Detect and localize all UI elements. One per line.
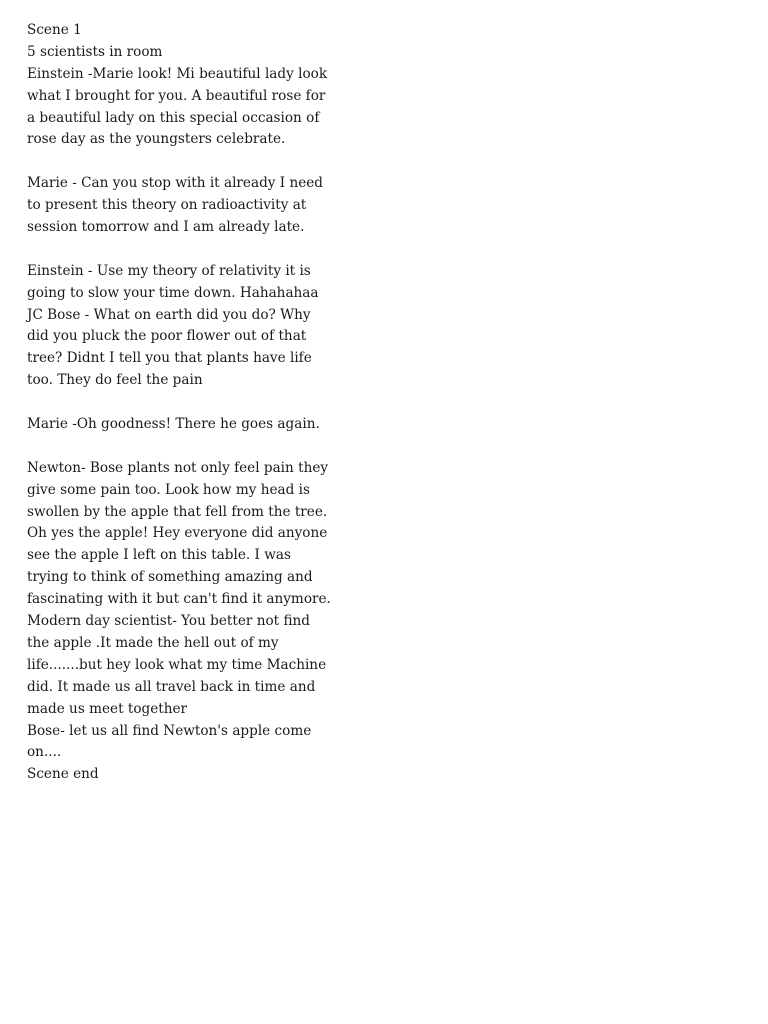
- dialogue-line: did. It made us all travel back in time and: [27, 678, 316, 695]
- dialogue-line: give some pain too. Look how my head is: [27, 481, 310, 498]
- scene-end: Scene end: [27, 766, 99, 783]
- dialogue-line: the apple .It made the hell out of my: [27, 634, 279, 651]
- dialogue-line: Einstein - Use my theory of relativity it is: [27, 262, 311, 279]
- dialogue-line: Einstein -Marie look! Mi beautiful lady look: [27, 65, 328, 82]
- dialogue-line: fascinating with it but can't find it anymore.: [27, 591, 331, 608]
- dialogue-line: session tomorrow and I am already late.: [27, 219, 305, 236]
- dialogue-line: Modern day scientist- You better not find: [27, 613, 310, 630]
- scene-heading: Scene 1: [27, 22, 82, 38]
- dialogue-line: did you pluck the poor flower out of that: [27, 328, 307, 345]
- paragraph-gap: [27, 239, 317, 261]
- dialogue-line: to present this theory on radioactivity at: [27, 197, 307, 214]
- dialogue-line: JC Bose - What on earth did you do? Why: [27, 306, 311, 323]
- dialogue-line: swollen by the apple that fell from the tree.: [27, 503, 328, 520]
- dialogue-line: Marie -Oh goodness! There he goes again.: [27, 416, 320, 433]
- dialogue-line: Oh yes the apple! Hey everyone did anyone: [27, 525, 328, 542]
- paragraph-gap: [27, 392, 317, 414]
- paragraph-gap: [27, 151, 317, 173]
- dialogue-line: Bose- let us all find Newton's apple come: [27, 722, 312, 739]
- dialogue-line: Newton- Bose plants not only feel pain they: [27, 459, 329, 476]
- dialogue-line: see the apple I left on this table. I was: [27, 547, 291, 564]
- scene-description: 5 scientists in room: [27, 43, 163, 60]
- dialogue-line: going to slow your time down. Hahahahaa: [27, 284, 319, 301]
- dialogue-line: on....: [27, 744, 62, 761]
- dialogue-line: Marie - Can you stop with it already I need: [27, 175, 324, 192]
- dialogue-line: what I brought for you. A beautiful rose for: [27, 87, 326, 104]
- dialogue-line: made us meet together: [27, 700, 188, 717]
- dialogue-line: life.......but hey look what my time Machine: [27, 656, 327, 673]
- dialogue-line: trying to think of something amazing and: [27, 569, 313, 586]
- paragraph-gap: [27, 436, 317, 458]
- dialogue-line: tree? Didnt I tell you that plants have life: [27, 350, 312, 367]
- dialogue-line: a beautiful lady on this special occasion of: [27, 109, 320, 126]
- dialogue-line: too. They do feel the pain: [27, 372, 203, 389]
- script-document: [27, 20, 331, 786]
- dialogue-line: rose day as the youngsters celebrate.: [27, 131, 286, 148]
